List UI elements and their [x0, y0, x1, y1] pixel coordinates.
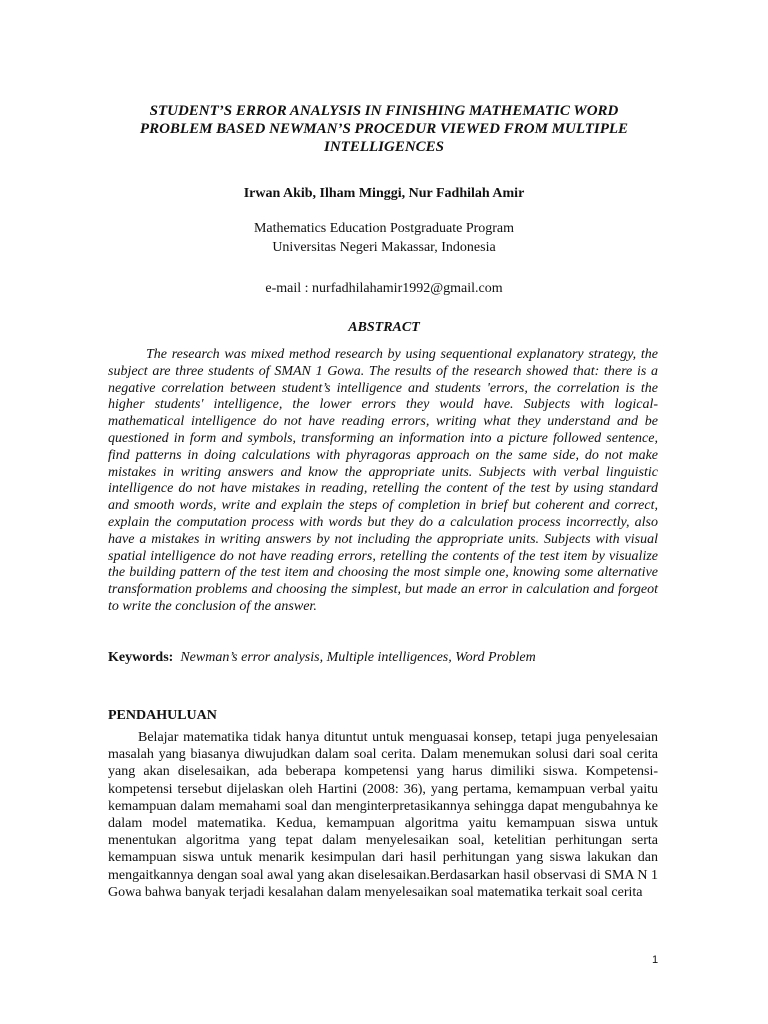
paper-title: STUDENT’S ERROR ANALYSIS IN FINISHING MATHEMATIC WORD PROBLEM BASED NEWMAN’S PROCEDUR VIEWED FROM MULTIPLE INTELLIGENCES: [139, 103, 629, 155]
section-heading: PENDAHULUAN: [108, 708, 217, 723]
affiliation-university: Universitas Negeri Makassar, Indonesia: [272, 240, 496, 255]
contact-email: e-mail : nurfadhilahamir1992@gmail.com: [265, 281, 503, 296]
affiliation: [0, 219, 768, 257]
introduction-paragraph: Belajar matematika tidak hanya dituntut untuk menguasai konsep, tetapi juga penyelesaian masalah yang biasanya diwujudkan dalam soal cerita. Dalam menemukan solusi dari soal cerita yang akan diselesaikan, ada beberapa kompetensi yang harus dimiliki siswa. Kompetensi-kompetensi tersebut dijelaskan oleh Hartini (2008: 36), yang pertama, kemampuan verbal yaitu kemampuan dalam memahami soal dan menginterpretasikannya sehingga dapat mengubahnya ke dalam model matematika. Kedua, kemampuan algoritma yaitu kemampuan siswa untuk menentukan algoritma yang tepat dalam menyelesaikan soal, ketelitian perhitungan serta kemampuan siswa untuk menarik kesimpulan dari hasil perhitungan yang siswa lakukan dan mengaitkannya dengan soal awal yang akan diselesaikan.Berdasarkan hasil observasi di SMA N 1 Gowa bahwa banyak terjadi kesalahan dalam menyelesaikan soal matematika terkait soal cerita: [108, 730, 658, 900]
keywords-line: [108, 649, 668, 666]
page-number: 1: [651, 954, 659, 966]
author-list: Irwan Akib, Ilham Minggi, Nur Fadhilah Amir: [243, 186, 525, 201]
abstract-body: The research was mixed method research by using sequentional explanatory strategy, the subject are three students of SMAN 1 Gowa. The results of the research showed that: there is a negative correlation between student’s intelligence and students 'errors, the correlation is the higher students' intelligence, the lower errors they would have. Subjects with logical-mathematical intelligence do not have reading errors, writing what they understand and be questioned in form and symbols, transforming an information into a picture followed sentence, find patterns in doing calculations with phyragoras approach on the same side, do not make mistakes in writing answers and know the appropriate units. Subjects with verbal linguistic intelligence do not have mistakes in reading, retelling the content of the test by using standard and smooth words, write and explain the steps of completion in brief but coherent and correct, explain the computation process with words but they do a calculation process incorrectly, also have a mistakes in writing answers by not including the appropriate units. Subjects with visual spatial intelligence do not have reading errors, retelling the contents of the test item by visualize the building pattern of the test item and choosing the most simple one, knowing some alternative transformation problems and choosing the simplest, but made an error in calculation and forgeot to write the conclusion of the answer.: [108, 347, 658, 614]
abstract-heading: ABSTRACT: [348, 320, 420, 335]
affiliation-program: Mathematics Education Postgraduate Program: [253, 221, 515, 236]
keywords-label: Keywords:: [108, 650, 174, 665]
keywords-text: Newman’s error analysis, Multiple intelligences, Word Problem: [180, 650, 536, 665]
